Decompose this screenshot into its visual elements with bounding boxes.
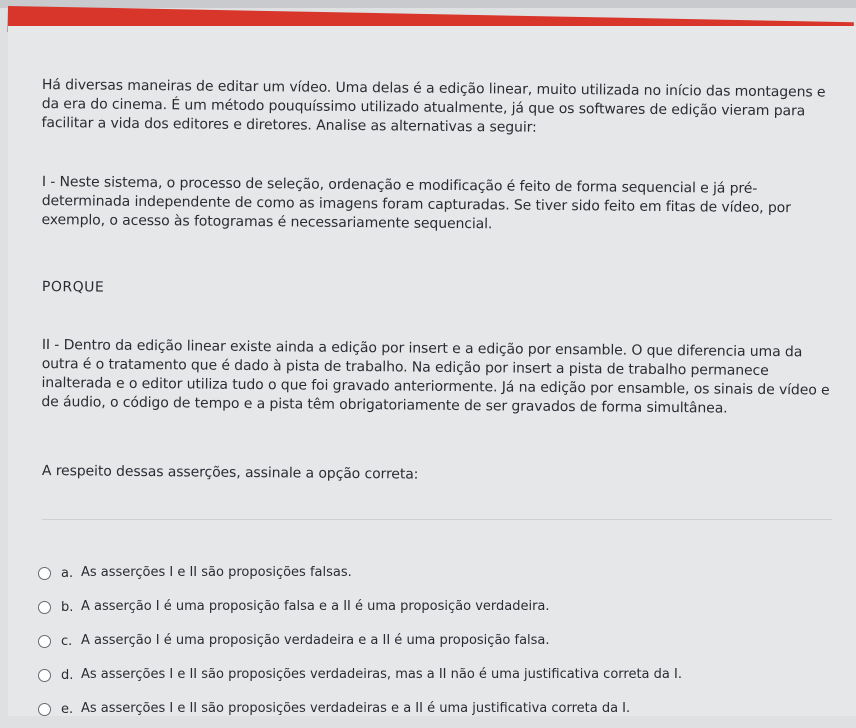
- divider: [42, 519, 832, 520]
- porque-label: PORQUE: [41, 278, 105, 296]
- option-b[interactable]: [38, 592, 838, 622]
- option-text: As asserções I e II são proposições falsas.: [81, 565, 352, 580]
- radio-button[interactable]: [38, 635, 51, 648]
- option-text: As asserções I e II são proposições verdadeiras, mas a II não é uma justificativa correta da I.: [81, 667, 682, 682]
- assertion-two: II - Dentro da edição linear existe ainda a edição por insert e a edição por ensamble. O que diferencia uma da outra é o tratamento que é dado à pista de trabalho. Na edição por insert a pista de trabalho permanece inalterada e o editor utiliza tudo o que foi gravado anteriormente. Já na edição por ensamble, os sinais de vídeo e de áudio, o código de tempo e a pista têm obrigatoriamente de ser gravados de forma simultânea.: [41, 336, 830, 417]
- answer-options: [38, 558, 838, 728]
- option-letter: c.: [61, 633, 73, 649]
- question-intro: Há diversas maneiras de editar um vídeo. Uma delas é a edição linear, muito utilizada no início das montagens e da era do cinema. É um método pouquíssimo utilizado atualmente, já que os softwares de edição vieram para facilitar a vida dos editores e diretores. Analise as alternativas a seguir:: [41, 76, 826, 136]
- option-c[interactable]: [38, 626, 838, 656]
- option-letter: b.: [61, 599, 74, 615]
- radio-button[interactable]: [38, 601, 51, 614]
- option-text: A asserção I é uma proposição falsa e a II é uma proposição verdadeira.: [81, 599, 550, 614]
- option-letter: d.: [61, 667, 74, 683]
- question-prompt: A respeito dessas asserções, assinale a opção correta:: [41, 462, 419, 483]
- option-text: A asserção I é uma proposição verdadeira e a II é uma proposição falsa.: [81, 633, 550, 648]
- radio-button[interactable]: [38, 669, 51, 682]
- top-strip: [0, 0, 856, 8]
- question-card: [8, 26, 856, 716]
- assertion-one: I - Neste sistema, o processo de seleção, ordenação e modificação é feito de forma sequencial e já pré-determinada independente de como as imagens foram capturadas. Se tiver sido feito em fitas de vídeo, por exemplo, o acesso às fotogramas é necessariamente sequencial.: [41, 173, 791, 233]
- option-e[interactable]: [38, 694, 838, 724]
- option-a[interactable]: [38, 558, 838, 588]
- option-letter: e.: [61, 701, 74, 717]
- option-text: As asserções I e II são proposições verdadeiras e a II é uma justificativa correta da I.: [81, 701, 631, 716]
- option-d[interactable]: [38, 660, 838, 690]
- radio-button[interactable]: [38, 567, 51, 580]
- option-letter: a.: [61, 565, 74, 581]
- radio-button[interactable]: [38, 703, 51, 716]
